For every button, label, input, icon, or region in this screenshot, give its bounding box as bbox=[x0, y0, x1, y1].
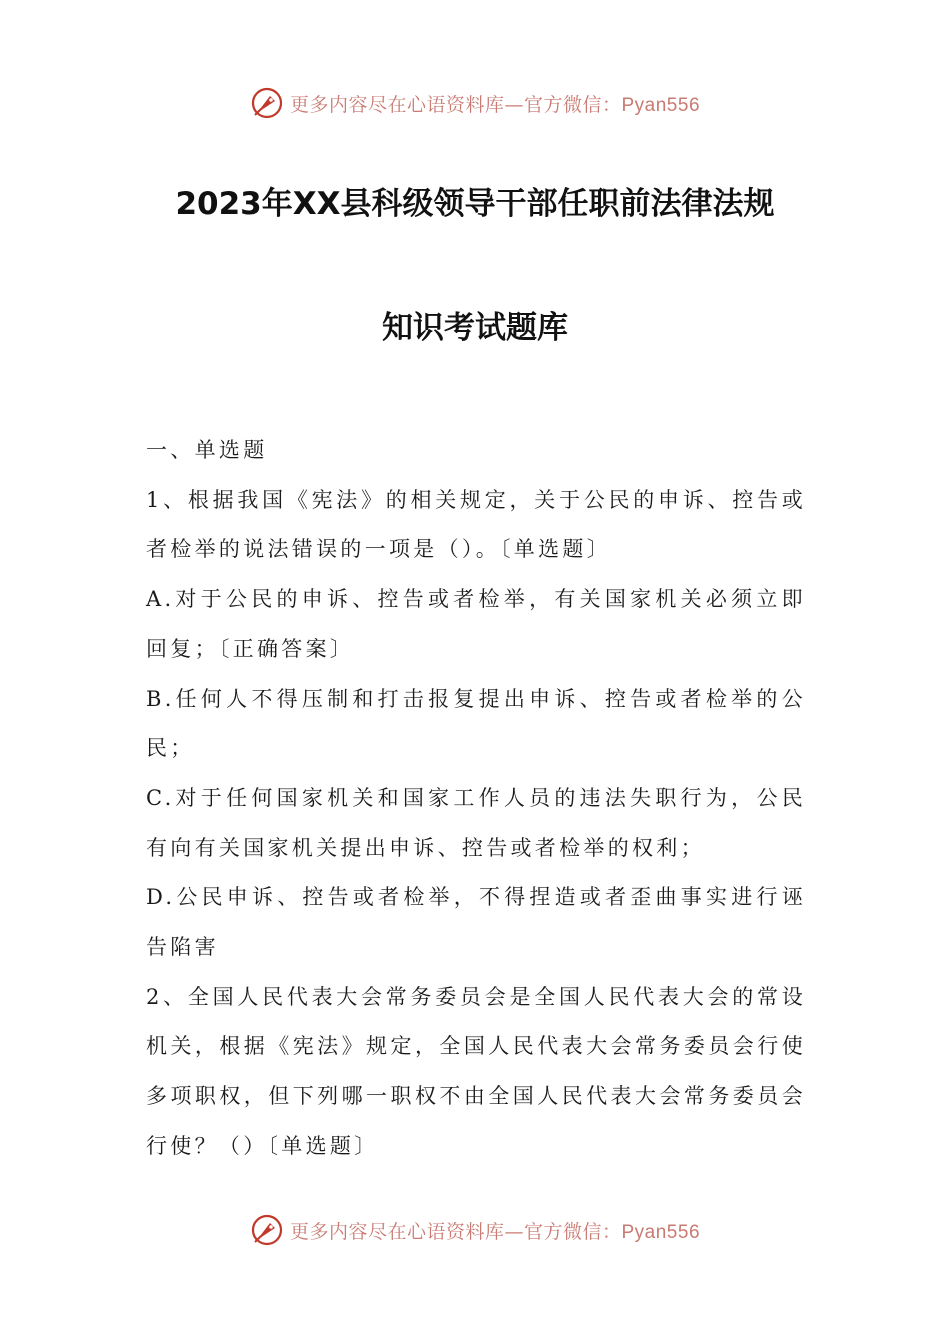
question-1-option-c: C.对于任何国家机关和国家工作人员的违法失职行为，公民有向有关国家机关提出申诉、控告或者检举的权利； bbox=[146, 785, 806, 860]
document-title-line-2: 知识考试题库 bbox=[382, 310, 568, 346]
question-2-stem: 2、全国人民代表大会常务委员会是全国人民代表大会的常设机关，根据《宪法》规定，全国人民代表大会常务委员会行使多项职权，但下列哪一职权不由全国人民代表大会常务委员会行使？（）〔单选题〕 bbox=[146, 984, 806, 1158]
pen-nib-logo-icon bbox=[250, 1213, 284, 1247]
pen-nib-logo-icon bbox=[250, 86, 284, 120]
question-1-option-b: B.任何人不得压制和打击报复提出申诉、控告或者检举的公民； bbox=[146, 686, 806, 761]
watermark-wechat-id: Pyan556 bbox=[621, 94, 701, 116]
watermark-header bbox=[0, 83, 950, 123]
watermark-footer bbox=[0, 1210, 950, 1250]
watermark-text: 更多内容尽在心语资料库—官方微信：Pyan556 bbox=[289, 93, 701, 116]
section-heading: 一、单选题 bbox=[146, 438, 268, 462]
document-title-line-1: 2023年XX县科级领导干部任职前法律法规 bbox=[175, 186, 775, 222]
question-1-option-d: D.公民申诉、控告或者检举，不得捏造或者歪曲事实进行诬告陷害 bbox=[146, 885, 806, 960]
question-1-option-a: A.对于公民的申诉、控告或者检举，有关国家机关必须立即回复；〔正确答案〕 bbox=[146, 587, 806, 661]
watermark-wechat-id: Pyan556 bbox=[621, 1221, 701, 1243]
document-body bbox=[146, 426, 806, 1172]
watermark-text: 更多内容尽在心语资料库—官方微信：Pyan556 bbox=[289, 1220, 701, 1243]
question-1-stem: 1、根据我国《宪法》的相关规定，关于公民的申诉、控告或者检举的说法错误的一项是（）。〔单选题〕 bbox=[146, 487, 806, 562]
